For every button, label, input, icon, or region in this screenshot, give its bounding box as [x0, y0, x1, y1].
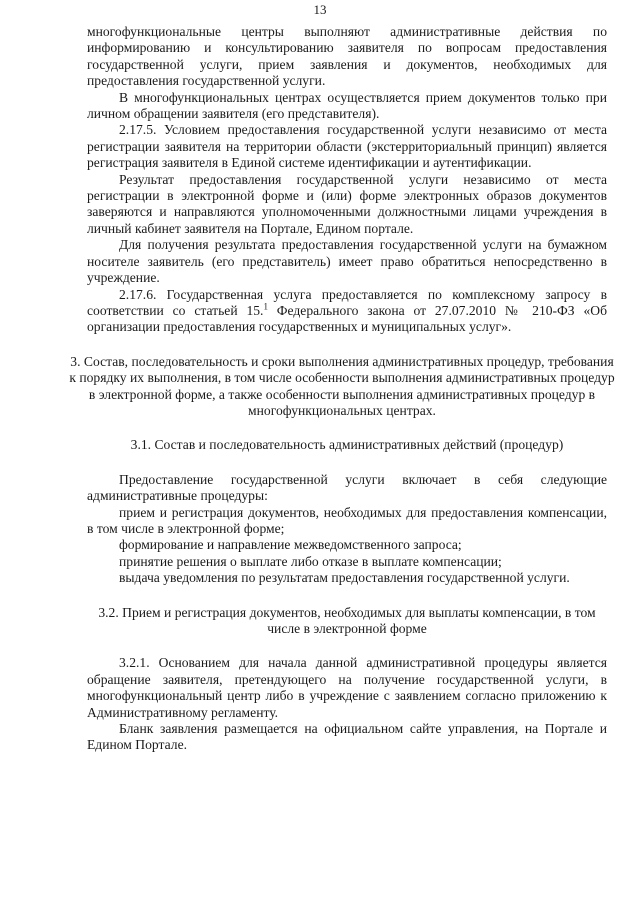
section-3-1-heading: 3.1. Состав и последовательность административных действий (процедур): [130, 437, 564, 453]
section-3-heading: 3. Состав, последовательность и сроки выполнения административных процедур, требования к порядку их выполнения, в том числе особенности выполнения административных процедур в электронной форме, а также особенности выполнения административных процедур в многофункциональных центрах.: [69, 353, 615, 418]
footnote-superscript: 1: [263, 301, 268, 312]
page-number: 13: [313, 2, 327, 17]
paragraph-2176-end: Федерального закона от 27.07.2010 № 210-ФЗ «Об организации предоставления государственных и муниципальных услуг».: [87, 302, 607, 335]
list-item: принятие решения о выплате либо отказе в выплате компенсации;: [119, 553, 502, 569]
paragraph: Для получения результата предоставления государственной услуги на бумажном носителе заявитель (его представитель) имеет право обратиться непосредственно в учреждение.: [87, 237, 607, 286]
section-3-2-heading: 3.2. Прием и регистрация документов, необходимых для выплаты компенсации, в том числе в электронной форме: [98, 604, 596, 636]
list-item: прием и регистрация документов, необходимых для предоставления компенсации, в том числе в электронной форме;: [87, 504, 607, 536]
paragraph: Предоставление государственной услуги включает в себя следующие административные процедуры:: [87, 471, 607, 504]
paragraph: 2.17.5. Условием предоставления государственной услуги независимо от места регистрации заявителя на территории области (экстерриториальный принцип) является регистрация заявителя в Единой системе идентификации и аутентификации.: [87, 122, 607, 171]
document-body: [69, 24, 615, 754]
paragraph-2176-start: 2.17.6. Государственная услуга предоставляется по комплексному запросу в соответствии со статьей 15.: [87, 286, 607, 318]
list-item: выдача уведомления по результатам предоставления государственной услуги.: [119, 570, 570, 586]
paragraph: 3.2.1. Основанием для начала данной административной процедуры является обращение заявителя, претендующего на получение государственной услуги, в многофункциональный центр либо в учреждение с заявлением согласно приложению к Административному регламенту.: [87, 655, 607, 720]
paragraph: Бланк заявления размещается на официальном сайте управления, на Портале и Едином Портале.: [87, 721, 607, 753]
paragraph: многофункциональные центры выполняют административные действия по информированию и консультированию заявителя по вопросам предоставления государственной услуги, прием заявления и документов, необходимых для предоставления государственной услуги.: [87, 24, 607, 89]
list-item: формирование и направление межведомственного запроса;: [119, 537, 462, 553]
paragraph: Результат предоставления государственной услуги независимо от места регистрации в электронной форме и (или) форме электронных образов документов заверяются и направляются уполномоченными должностными лицами учреждения в личный кабинет заявителя на Портале, Едином портале.: [87, 171, 607, 236]
paragraph-2176: [87, 287, 607, 336]
paragraph: В многофункциональных центрах осуществляется прием документов только при личном обращении заявителя (его представителя).: [87, 89, 607, 122]
